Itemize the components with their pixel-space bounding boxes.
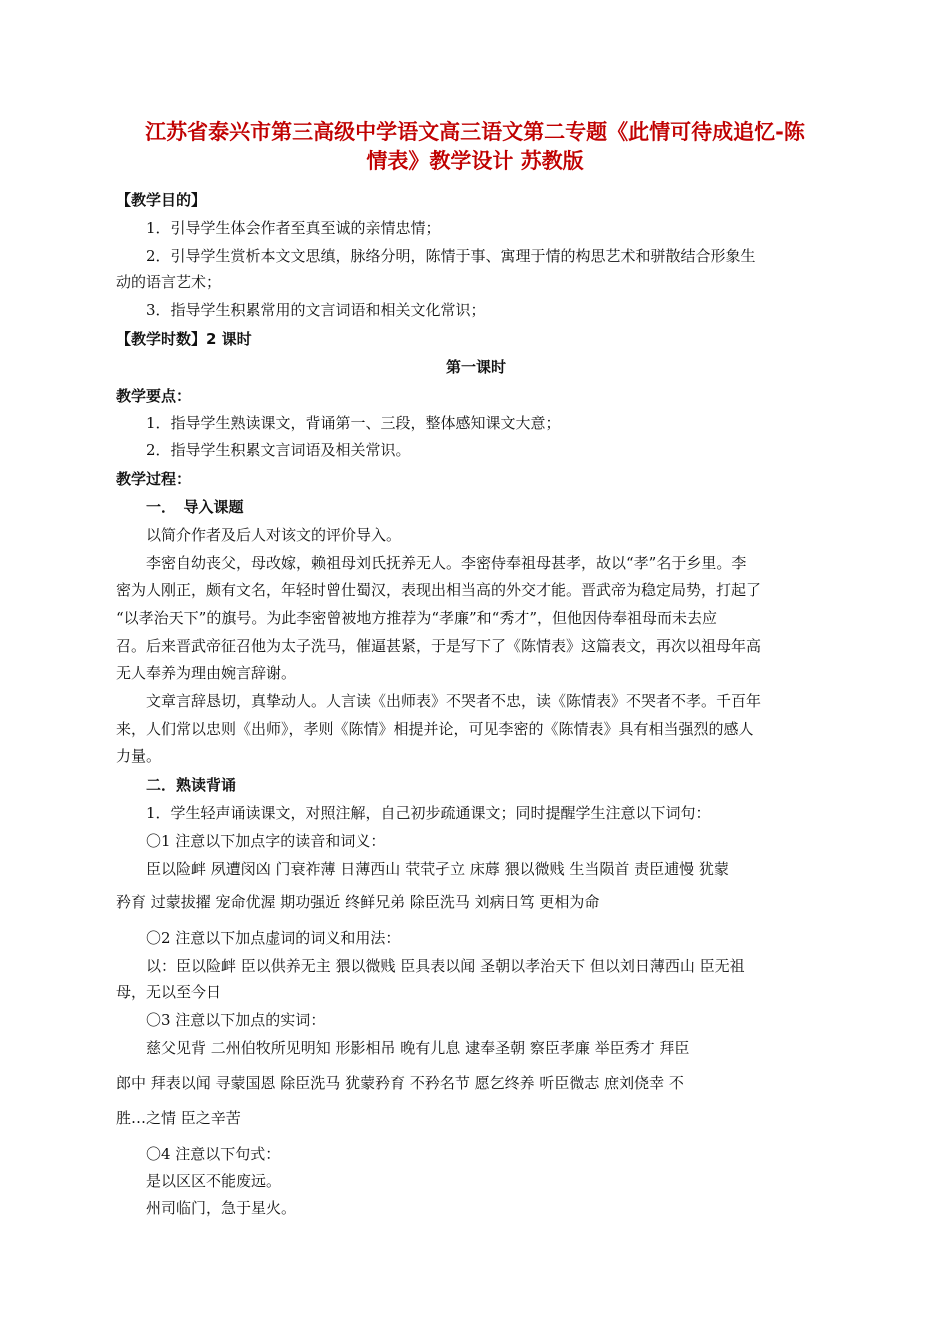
note-4-heading: 〇4 注意以下句式： <box>146 1145 281 1163</box>
paragraph-2-line-1: 文章言辞恳切，真挚动人。人言读《出师表》不哭者不忠，读《陈情表》不哭者不孝。千百年 <box>146 692 762 710</box>
note-4-line-1: 是以区区不能废远。 <box>146 1172 282 1190</box>
title-line-1: 江苏省泰兴市第三高级中学语文高三语文第二专题《此情可待成追忆-陈 <box>145 120 805 144</box>
note-2-line-1: 以：臣以险衅 臣以供养无主 猥以微贱 臣具表以闻 圣朝以孝治天下 但以刘日薄西山 臣无祖 <box>146 957 745 975</box>
section-2-item-1: 1．学生轻声诵读课文，对照注解，自己初步疏通课文；同时提醒学生注意以下词句： <box>146 804 711 822</box>
paragraph-1-line-5: 无人奉养为理由婉言辞谢。 <box>116 664 297 682</box>
goal-item-1: 1．引导学生体会作者至真至诚的亲情忠情； <box>146 219 441 237</box>
goal-item-3: 3．指导学生积累常用的文言词语和相关文化常识； <box>146 301 486 319</box>
paragraph-1-line-3: “以孝治天下”的旗号。为此李密曾被地方推荐为“孝廉”和“秀才”，但他因侍奉祖母而未去应 <box>116 609 718 627</box>
paragraph-1-line-2: 密为人刚正，颇有文名，年轻时曾仕蜀汉，表现出相当高的外交才能。晋武帝为稳定局势，打起了 <box>116 581 762 599</box>
section-1-heading: 一． 导入课题 <box>146 498 244 516</box>
section-2-heading: 二．熟读背诵 <box>146 776 237 794</box>
paragraph-2-line-3: 力量。 <box>116 747 162 765</box>
document-title <box>100 118 850 176</box>
goal-item-2b: 动的语言艺术； <box>116 273 222 291</box>
note-3-heading: 〇3 注意以下加点的实词： <box>146 1011 326 1029</box>
heading-process: 教学过程： <box>116 470 192 488</box>
paragraph-1-line-4: 召。后来晋武帝征召他为太子洗马，催逼甚紧，于是写下了《陈情表》这篇表文，再次以祖母年高 <box>116 637 762 655</box>
note-1-words-line-1: 臣以险衅 夙遭闵凶 门衰祚薄 日薄西山 茕茕孑立 床蓐 猥以微贱 生当陨首 责臣逋慢 犹蒙 <box>146 860 729 878</box>
lesson-heading: 第一课时 <box>445 358 506 376</box>
note-3-line-3: 胜…之情 臣之辛苦 <box>116 1109 241 1127</box>
note-4-line-2: 州司临门，急于星火。 <box>146 1199 297 1217</box>
heading-teaching-goal: 【教学目的】 <box>116 191 207 209</box>
paragraph-2-line-2: 来，人们常以忠则《出师》，孝则《陈情》相提并论，可见李密的《陈情表》具有相当强烈的感人 <box>116 720 754 738</box>
heading-teaching-time: 【教学时数】2 课时 <box>116 330 252 348</box>
note-2-line-2: 母，无以至今日 <box>116 983 222 1001</box>
heading-key-points: 教学要点： <box>116 387 192 405</box>
title-line-2: 情表》教学设计 苏教版 <box>366 149 584 173</box>
paragraph-1-line-1: 李密自幼丧父，母改嫁，赖祖母刘氏抚养无人。李密侍奉祖母甚孝，故以“孝”名于乡里。李 <box>146 554 747 572</box>
goal-item-2a: 2．引导学生赏析本文文思缜，脉络分明，陈情于事、寓理于情的构思艺术和骈散结合形象生 <box>146 247 756 265</box>
note-1-words-line-2: 矜育 过蒙拔擢 宠命优渥 期功强近 终鲜兄弟 除臣洗马 刘病日笃 更相为命 <box>116 893 600 911</box>
intro-text: 以简介作者及后人对该文的评价导入。 <box>146 526 402 544</box>
point-item-1: 1．指导学生熟读课文，背诵第一、三段，整体感知课文大意； <box>146 414 561 432</box>
point-item-2: 2．指导学生积累文言词语及相关常识。 <box>146 441 411 459</box>
note-3-line-2: 郎中 拜表以闻 寻蒙国恩 除臣洗马 犹蒙矜育 不矜名节 愿乞终养 听臣微志 庶刘侥幸 不 <box>116 1074 684 1092</box>
note-1-heading: 〇1 注意以下加点字的读音和词义： <box>146 832 386 850</box>
note-3-line-1: 慈父见背 二州伯牧所见明知 形影相吊 晚有儿息 逮奉圣朝 察臣孝廉 举臣秀才 拜臣 <box>146 1039 690 1057</box>
note-2-heading: 〇2 注意以下加点虚词的词义和用法： <box>146 929 401 947</box>
